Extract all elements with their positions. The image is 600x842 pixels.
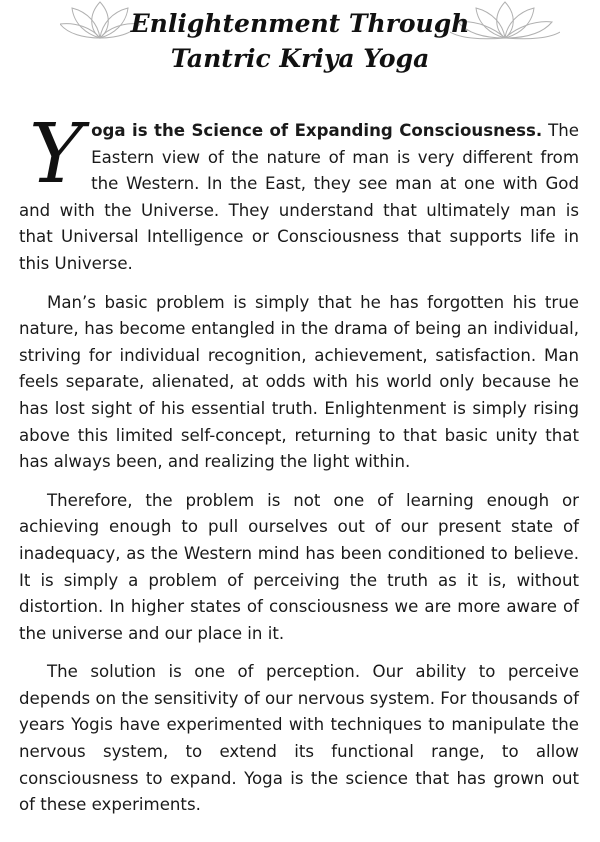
paragraph-1 — [19, 107, 579, 278]
lead-sentence: oga is the Science of Expanding Consciousness. — [91, 121, 543, 140]
paragraph-3: Therefore, the problem is not one of learning enough or achieving enough to pull ourselves out of our present state of inadequacy, as the Western mind has been conditioned to believe. It is simply a problem of perceiving the truth as it is, without distortion. In higher states of consciousness we are more aware of the universe and our place in it. — [19, 490, 579, 643]
paragraph-1-body: The Eastern view of the nature of man is very different from the Western. In the East, they see man at one with God and with the Universe. They understand that ultimately man is that Universal Intelligence or Consciousness that supports life in this Universe. — [19, 121, 579, 273]
drop-cap: Y — [29, 107, 84, 202]
paragraph-4: The solution is one of perception. Our ability to perceive depends on the sensitivity of our nervous system. For thousands of years Yogis have experimented with techniques to manipulate the nervous system, to extend its functional range, to allow consciousness to expand. Yoga is the science that has grown out of these experiments. — [19, 662, 579, 815]
title-line-2: Tantric Kriya Yoga — [170, 44, 430, 73]
paragraph-2: Man’s basic problem is simply that he has forgotten his true nature, has become entangled in the drama of being an individual, striving for individual recognition, achievement, satisfaction. Man feels separate, alienated, at odds with his world only because he has lost sight of his essential truth. Enlightenment is simply rising above this limited self-concept, returning to that basic unity that has always been, and realizing the light within. — [19, 292, 579, 472]
page-title — [0, 6, 600, 76]
article-body — [19, 107, 579, 831]
title-line-1: Enlightenment Through — [130, 9, 470, 38]
